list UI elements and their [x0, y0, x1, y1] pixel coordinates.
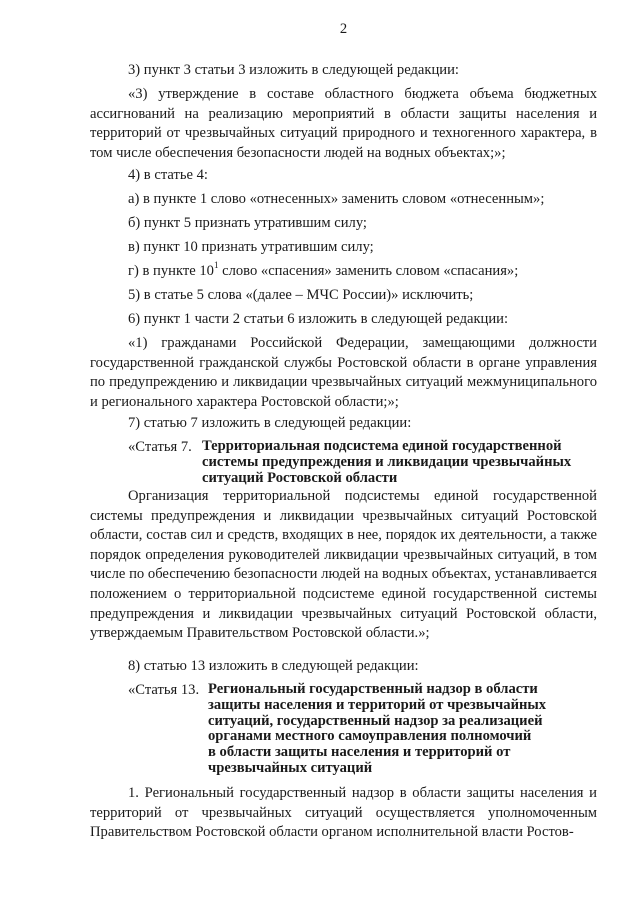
paragraph-item-8: 8) статью 13 изложить в следующей редакции: [128, 658, 419, 674]
paragraph-item-4a: а) в пункте 1 слово «отнесенных» заменить словом «отнесенным»; [128, 191, 545, 207]
article-13-title-line: ситуаций, государственный надзор за реализацией [208, 712, 543, 729]
paragraph-item-4v: в) пункт 10 признать утратившим силу; [128, 239, 374, 255]
article-7-title-line: системы предупреждения и ликвидации чрезвычайных [202, 453, 572, 470]
article-7-title [202, 439, 571, 486]
article-7-title-line: Территориальная подсистема единой государственной [202, 438, 562, 454]
article-13-label: «Статья 13. [128, 682, 200, 698]
paragraph-item-5: 5) в статье 5 слова «(далее – МЧС России)» исключить; [128, 287, 474, 303]
article-13-title-line: Региональный государственный надзор в области [208, 681, 538, 697]
article-13-title-line: чрезвычайных ситуаций [208, 759, 373, 776]
superscript-index: 1 [213, 260, 219, 271]
paragraph-article-13-item-1: 1. Региональный государственный надзор в области защиты населения и территорий от чрезвычайных ситуаций осуществляется уполномоченным Правительством Ростовской области органом исполнительной власти Ростов- [90, 785, 597, 841]
item-4g-text-end: слово «спасения» заменить словом «спасания»; [218, 263, 519, 279]
paragraph-item-6: 6) пункт 1 части 2 статьи 6 изложить в следующей редакции: [128, 311, 509, 327]
paragraph-quote-item-1: «1) гражданами Российской Федерации, замещающими должности государственной гражданской службы Ростовской области в органе управления по предупреждению и ликвидации чрезвычайных ситуаций межмуниципального и регионального характера Ростовской области;»; [90, 335, 597, 410]
paragraph-item-7: 7) статью 7 изложить в следующей редакции: [128, 415, 412, 431]
paragraph-item-4: 4) в статье 4: [128, 167, 208, 183]
paragraph-item-4b: б) пункт 5 признать утратившим силу; [128, 215, 367, 231]
article-13-title [208, 682, 546, 777]
paragraph-quote-item-3: «3) утверждение в составе областного бюджета объема бюджетных ассигнований на реализацию мероприятий в области защиты населения и территорий от чрезвычайных ситуаций природного и техногенного характера, в том числе обеспечения безопасности людей на водных объектах;»; [90, 86, 597, 161]
article-13-title-line: в области защиты населения и территорий от [208, 744, 511, 761]
article-7-label: «Статья 7. [128, 439, 192, 455]
article-7-title-line: ситуаций Ростовской области [202, 469, 398, 486]
paragraph-item-3: 3) пункт 3 статьи 3 изложить в следующей редакции: [128, 62, 459, 78]
article-13-title-line: защиты населения и территорий от чрезвычайных [208, 696, 547, 713]
article-13-title-line: органами местного самоуправления полномочий [208, 728, 532, 745]
page-number: 2 [339, 21, 348, 37]
paragraph-item-4g [90, 262, 518, 282]
item-4g-text-start: г) в пункте 10 [128, 263, 214, 279]
paragraph-article-7-body: Организация территориальной подсистемы единой государственной системы предупреждения и ликвидации чрезвычайных ситуаций Ростовской области, состав сил и средств, входящих в нее, порядок их деятельности, а также порядок определения руководителей ликвидации чрезвычайных ситуаций, в том числе по обеспечению безопасности людей на водных объектах, устанавливается положением о территориальной подсистеме единой государственной системы предупреждения и ликвидации чрезвычайных ситуаций Ростовской области, утверждаемым Правительством Ростовской области.»; [90, 488, 597, 642]
